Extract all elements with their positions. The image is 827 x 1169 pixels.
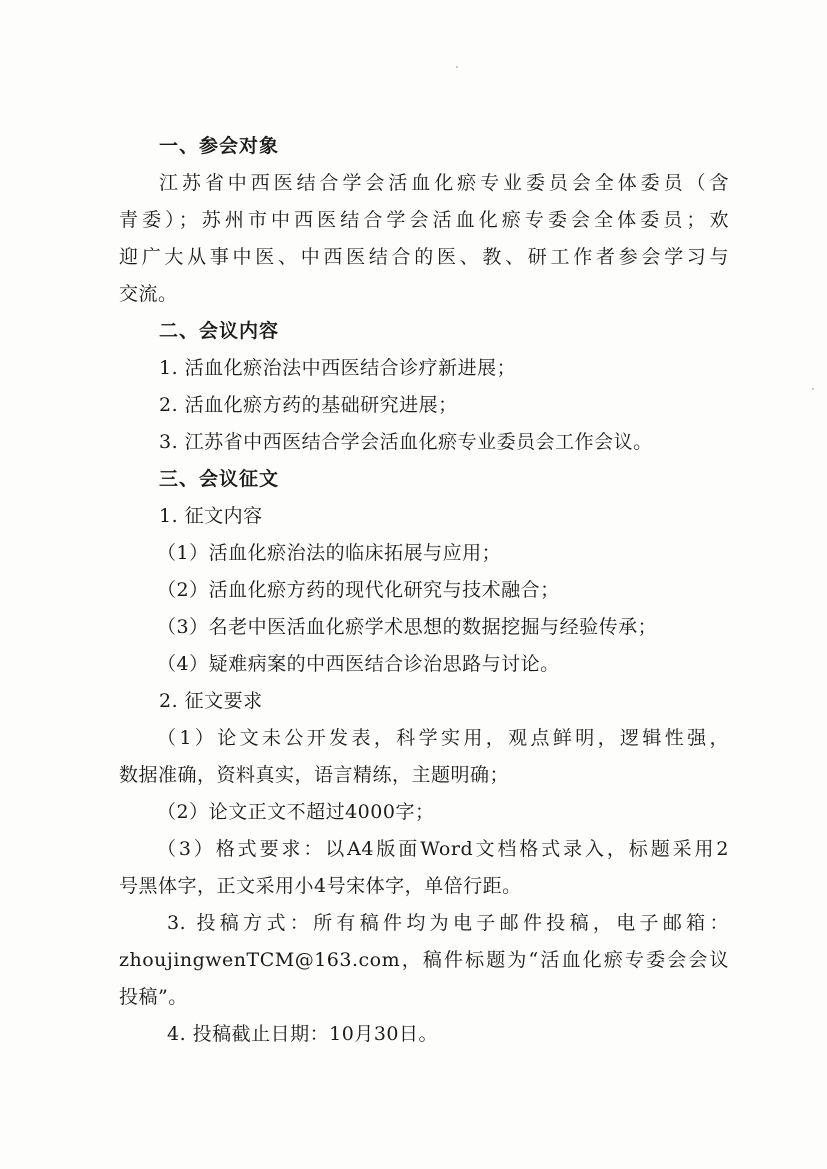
section-heading-call-for-papers: 三、会议征文 (159, 468, 280, 490)
section-heading-content: 二、会议内容 (159, 320, 280, 342)
paragraph-line: 江苏省中西医结合学会活血化瘀专业委员会全体委员（含 (159, 172, 729, 194)
list-item: （1）活血化瘀治法的临床拓展与应用； (157, 542, 502, 564)
paragraph-line: 青委）；苏州市中西医结合学会活血化瘀专委会全体委员；欢 (119, 209, 729, 231)
paragraph-line: 交流。 (119, 283, 178, 305)
subsection-title: 2. 征文要求 (159, 690, 263, 712)
list-item: （4）疑难病案的中西医结合诊治思路与讨论。 (157, 653, 560, 675)
paragraph-line: （1）论文未公开发表，科学实用，观点鲜明，逻辑性强， (157, 727, 729, 749)
list-item: 2. 活血化瘀方药的基础研究进展； (159, 394, 458, 416)
paragraph-line: 数据准确，资料真实，语言精练，主题明确； (119, 764, 510, 786)
deadline-line: 4. 投稿截止日期：10月30日。 (167, 1023, 439, 1045)
paragraph-line: 投稿”。 (119, 986, 188, 1008)
paragraph-line-email: zhoujingwenTCM@163.com，稿件标题为“活血化瘀专委会会议 (119, 949, 729, 971)
paragraph-line: 号黑体字，正文采用小4号宋体字，单倍行距。 (119, 875, 522, 897)
paragraph-line: （3）格式要求：以A4版面Word文档格式录入，标题采用2 (157, 838, 729, 860)
subsection-title: 1. 征文内容 (159, 505, 263, 527)
scan-speck (812, 388, 814, 390)
document-body (119, 128, 729, 1053)
section-heading-participants: 一、参会对象 (159, 135, 280, 157)
paragraph-line: 3. 投稿方式：所有稿件均为电子邮件投稿，电子邮箱： (167, 912, 729, 934)
list-item: （3）名老中医活血化瘀学术思想的数据挖掘与经验传承； (157, 616, 658, 638)
paragraph-line: （2）论文正文不超过4000字； (157, 801, 435, 823)
list-item: 1. 活血化瘀治法中西医结合诊疗新进展； (159, 357, 517, 379)
scan-speck (456, 66, 458, 68)
paragraph-line: 迎广大从事中医、中西医结合的医、教、研工作者参会学习与 (119, 246, 729, 268)
list-item: 3. 江苏省中西医结合学会活血化瘀专业委员会工作会议。 (159, 431, 653, 453)
list-item: （2）活血化瘀方药的现代化研究与技术融合； (157, 579, 560, 601)
